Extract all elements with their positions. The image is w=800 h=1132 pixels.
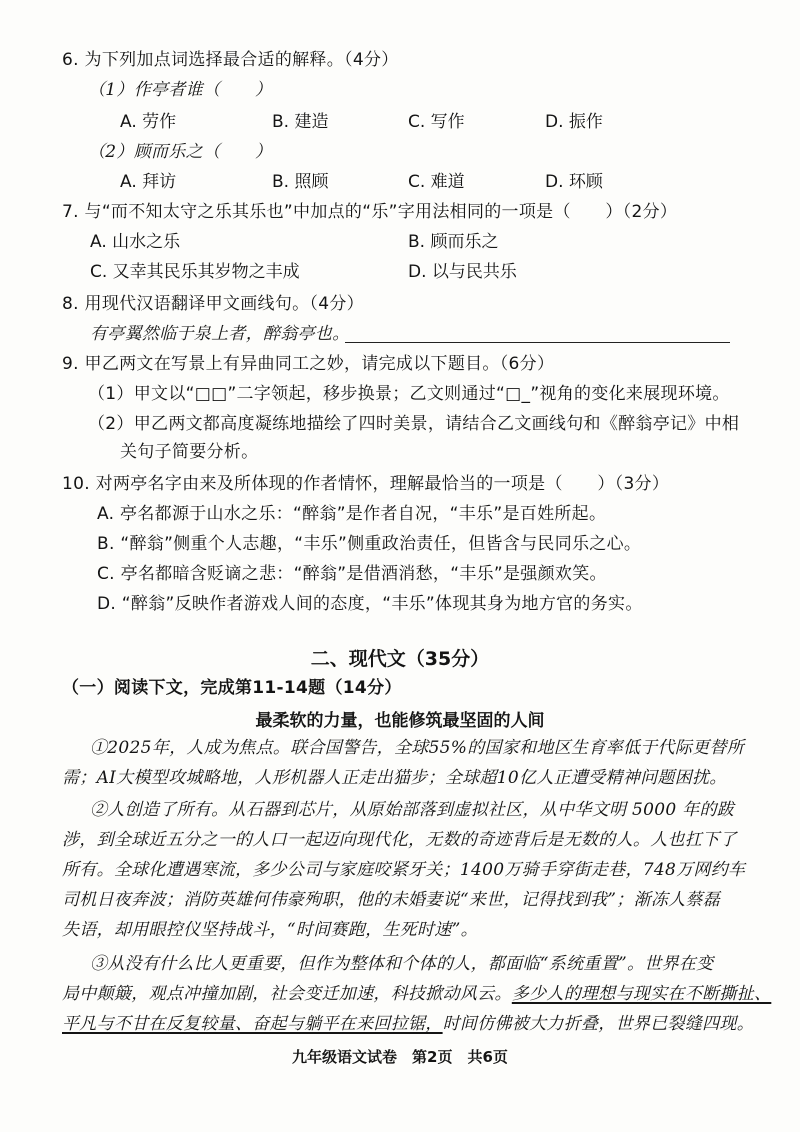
article-title: 最柔软的力量，也能修筑最坚固的人间 bbox=[255, 711, 545, 731]
paragraph-3-line-2-text: 局中颠簸，观点冲撞加剧，社会变迁加速，科技掀动风云。 bbox=[62, 984, 512, 1004]
q10-option-a: A. 亭名都源于山水之乐：“醉翁”是作者自况，“丰乐”是百姓所起。 bbox=[97, 504, 607, 524]
q9-stem: 9. 甲乙两文在写景上有异曲同工之妙，请完成以下题目。（6分） bbox=[62, 354, 555, 374]
paragraph-2-line-5: 失语，却用眼控仪坚持战斗，“时间赛跑，生死时速”。 bbox=[62, 920, 478, 940]
q10-stem: 10. 对两亭名字由来及所体现的作者情怀，理解最恰当的一项是（ ）（3分） bbox=[62, 474, 670, 494]
q6-sub1-option-d: D. 振作 bbox=[545, 112, 603, 132]
q6-sub1-option-c: C. 写作 bbox=[408, 112, 465, 132]
paragraph-2-line-2: 涉，到全球近五分之一的人口一起迈向现代化，无数的奇迹背后是无数的人。人也扛下了 bbox=[62, 830, 737, 850]
q9-sub2-line2: 关句子简要分析。 bbox=[120, 442, 259, 462]
q6-sub2-option-b: B. 照顾 bbox=[272, 172, 329, 192]
q7-option-b: B. 顾而乐之 bbox=[408, 232, 499, 252]
paragraph-1-line-2: 需；AI大模型攻城略地，人形机器人正走出猫步；全球超10亿人正遭受精神问题困扰。 bbox=[62, 768, 727, 788]
q6-stem: 6. 为下列加点词选择最合适的解释。（4分） bbox=[62, 50, 399, 70]
underlined-sentence-part-1: 多少人的理想与现实在不断撕扯、 bbox=[511, 984, 772, 1004]
q9-sub2-line1: （2）甲乙两文都高度凝练地描绘了四时美景，请结合乙文画线句和《醉翁亭记》中相 bbox=[88, 414, 740, 434]
q7-stem: 7. 与“而不知太守之乐其乐也”中加点的“乐”字用法相同的一项是（ ）（2分） bbox=[62, 202, 678, 222]
q9-sub1: （1）甲文以“□□”二字领起，移步换景；乙文则通过“□_”视角的变化来展现环境。 bbox=[88, 384, 730, 404]
paragraph-1-line-1: ①2025年，人成为焦点。联合国警告，全球55%的国家和地区生育率低于代际更替所 bbox=[90, 738, 745, 758]
q10-option-c: C. 亭名都暗含贬谪之悲：“醉翁”是借酒消愁，“丰乐”是强颜欢笑。 bbox=[97, 564, 607, 584]
paragraph-3-line-1: ③从没有什么比人更重要，但作为整体和个体的人，都面临“系统重置”。世界在变 bbox=[90, 954, 714, 974]
part-heading: （一）阅读下文，完成第11-14题（14分） bbox=[62, 678, 402, 698]
paragraph-3-line-3 bbox=[62, 1012, 754, 1036]
section-heading: 二、现代文（35分） bbox=[310, 648, 490, 670]
q10-option-b: B. “醉翁”侧重个人志趣，“丰乐”侧重政治责任，但皆含与民同乐之心。 bbox=[97, 534, 642, 554]
q8-stem: 8. 用现代汉语翻译甲文画线句。（4分） bbox=[62, 294, 364, 314]
q6-sub2: （2）顾而乐之（ ） bbox=[88, 142, 273, 162]
q7-option-d: D. 以与民共乐 bbox=[408, 262, 517, 282]
q6-sub2-option-a: A. 拜访 bbox=[120, 172, 177, 192]
q10-option-d: D. “醉翁”反映作者游戏人间的态度，“丰乐”体现其身为地方官的务实。 bbox=[97, 594, 643, 614]
q7-option-c: C. 又幸其民乐其岁物之丰成 bbox=[90, 262, 300, 282]
q6-sub2-option-d: D. 环顾 bbox=[545, 172, 603, 192]
paragraph-3-line-3-rest: 时间仿佛被大力折叠，世界已裂缝四现。 bbox=[442, 1014, 755, 1034]
q7-option-a: A. 山水之乐 bbox=[90, 232, 181, 252]
paragraph-2-line-1: ②人创造了所有。从石器到芯片，从原始部落到虚拟社区，从中华文明 5000 年的跋 bbox=[90, 800, 735, 820]
paragraph-2-line-4: 司机日夜奔波；消防英雄何伟豪殉职，他的未婚妻说“来世，记得找到我”；渐冻人蔡磊 bbox=[62, 890, 721, 910]
q6-sub1: （1）作亭者谁（ ） bbox=[88, 80, 273, 100]
q6-sub1-option-a: A. 劳作 bbox=[120, 112, 177, 132]
q8-sentence: 有亭翼然临于泉上者，醉翁亭也。 bbox=[90, 324, 350, 344]
q6-sub1-option-b: B. 建造 bbox=[272, 112, 329, 132]
q8-answer-line[interactable] bbox=[345, 342, 730, 343]
underlined-sentence-part-2: 平凡与不甘在反复较量、奋起与躺平在来回拉锯， bbox=[62, 1014, 443, 1034]
paragraph-3-line-2 bbox=[62, 982, 771, 1006]
paragraph-2-line-3: 所有。全球化遭遇寒流，多少公司与家庭咬紧牙关；1400万骑手穿街走巷，748万网约车 bbox=[62, 860, 746, 880]
page-footer: 九年级语文试卷 第2页 共6页 bbox=[292, 1048, 508, 1066]
q6-sub2-option-c: C. 难道 bbox=[408, 172, 465, 192]
